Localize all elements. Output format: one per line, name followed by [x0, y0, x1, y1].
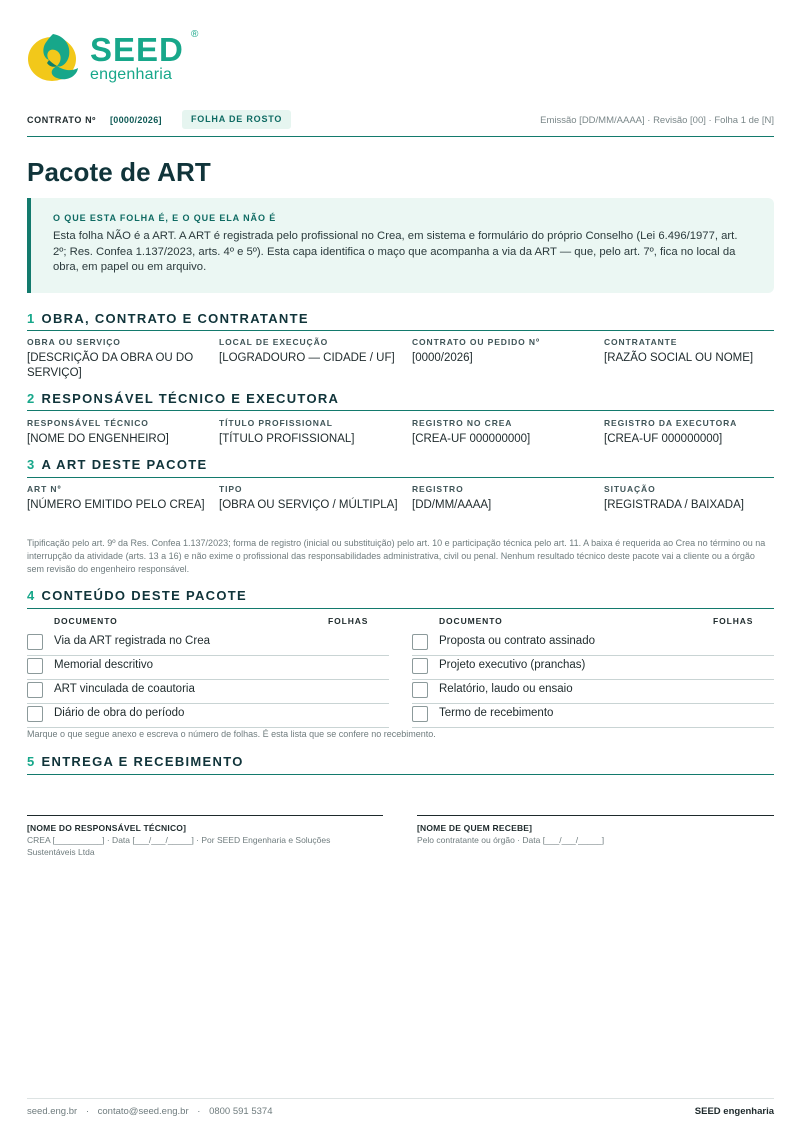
field-value: [OBRA OU SERVIÇO / MÚLTIPLA] [219, 499, 398, 511]
field-value: [NÚMERO EMITIDO PELO CREA] [27, 499, 205, 511]
field-value: [RAZÃO SOCIAL OU NOME] [604, 352, 754, 364]
footer-separator: · [197, 1106, 201, 1117]
checklist-item [27, 704, 389, 728]
checkbox[interactable] [27, 706, 43, 722]
contract-label: CONTRATO Nº [27, 115, 97, 125]
footer-divider [27, 1098, 774, 1099]
field-label: RESPONSÁVEL TÉCNICO [27, 418, 149, 428]
info-callout [27, 198, 774, 293]
seed-leaf-icon [27, 26, 83, 84]
section-divider [27, 330, 774, 331]
signature-sub-right: Pelo contratante ou órgão · Data [___/___/_____] [417, 835, 605, 845]
checklist-item [412, 704, 774, 728]
logo-subtitle: engenharia [90, 66, 173, 83]
footer-contacts [27, 1106, 272, 1117]
checklist-item [27, 656, 389, 680]
field-label: CONTRATANTE [604, 337, 678, 347]
checklist-item-label: Memorial descritivo [54, 659, 154, 671]
checklist-item-label: ART vinculada de coautoria [54, 683, 195, 695]
checklist-item-label: Relatório, laudo ou ensaio [439, 683, 573, 695]
field-registro-executora [604, 418, 784, 447]
checkbox[interactable] [27, 634, 43, 650]
page-title: Pacote de ART [27, 157, 211, 187]
callout-heading: O QUE ESTA FOLHA É, E O QUE ELA NÃO É [53, 213, 277, 223]
field-situacao [604, 484, 784, 513]
section-number: 5 [27, 754, 36, 769]
checklist-item-label: Termo de recebimento [439, 707, 554, 719]
section-title-text: A ART DESTE PACOTE [41, 457, 208, 472]
checklist-item [412, 632, 774, 656]
section-title-text: CONTEÚDO DESTE PACOTE [41, 588, 247, 603]
field-contratante [604, 337, 784, 366]
field-value: [DD/MM/AAAA] [412, 499, 492, 511]
checklist-item-label: Proposta ou contrato assinado [439, 635, 595, 647]
section-number: 1 [27, 311, 36, 326]
field-label: REGISTRO [412, 484, 464, 494]
field-contrato [412, 337, 592, 366]
section-number: 3 [27, 457, 36, 472]
header-divider [27, 136, 774, 137]
section-divider [27, 774, 774, 775]
section-title-text: ENTREGA E RECEBIMENTO [41, 754, 244, 769]
field-label: ART Nº [27, 484, 62, 494]
footer-phone: 0800 591 5374 [209, 1106, 273, 1117]
field-label: LOCAL DE EXECUÇÃO [219, 337, 329, 347]
section-4-title [27, 588, 247, 603]
signature-line-right [417, 815, 774, 816]
footer-website[interactable]: seed.eng.br [27, 1106, 78, 1117]
footer-separator: · [85, 1106, 89, 1117]
field-local [219, 337, 399, 366]
checkbox[interactable] [412, 658, 428, 674]
field-label: REGISTRO NO CREA [412, 418, 513, 428]
section-3-title [27, 457, 207, 472]
section-2-title [27, 391, 339, 406]
field-label: TIPO [219, 484, 243, 494]
field-value: [NOME DO ENGENHEIRO] [27, 433, 169, 445]
checklist-header-document: DOCUMENTO [54, 616, 118, 626]
checklist-item-label: Via da ART registrada no Crea [54, 635, 210, 647]
field-label: REGISTRO DA EXECUTORA [604, 418, 738, 428]
signature-name-right: [NOME DE QUEM RECEBE] [417, 823, 533, 833]
section-divider [27, 410, 774, 411]
section-title-text: OBRA, CONTRATO E CONTRATANTE [41, 311, 309, 326]
section-5-title [27, 754, 244, 769]
section-3-note: Tipificação pelo art. 9º da Res. Confea 1.137/2023; forma de registro (inicial ou substituição) pelo art. 10 e participação técnica pelo art. 11. A baixa é requerida ao Crea no término ou na interrupção da atividade (arts. 13 a 16) e não exime o profissional das responsabilidades administrativa, civil ou penal. Nenhum resultado técnico deste pacote vai a cliente ou a órgão sem revisão do engenheiro responsável. [27, 538, 766, 574]
checklist-header-sheets: FOLHAS [713, 616, 754, 626]
field-registro [412, 484, 592, 513]
issue-meta: Emissão [DD/MM/AAAA] · Revisão [00] · Folha 1 de [N] [540, 115, 774, 126]
contract-number: [0000/2026] [110, 115, 162, 125]
seed-logo [27, 26, 217, 86]
section-title-text: RESPONSÁVEL TÉCNICO E EXECUTORA [41, 391, 340, 406]
field-value: [LOGRADOURO — CIDADE / UF] [219, 352, 395, 364]
section-number: 2 [27, 391, 36, 406]
footer-email[interactable]: contato@seed.eng.br [97, 1106, 189, 1117]
section-divider [27, 608, 774, 609]
checkbox[interactable] [27, 658, 43, 674]
field-responsavel [27, 418, 207, 447]
field-art-numero [27, 484, 207, 513]
section-divider [27, 477, 774, 478]
checklist-header-document: DOCUMENTO [439, 616, 503, 626]
checklist-item [412, 656, 774, 680]
section-4-note: Marque o que segue anexo e escreva o número de folhas. É esta lista que se confere no recebimento. [27, 729, 436, 739]
section-number: 4 [27, 588, 36, 603]
field-value: [CREA-UF 000000000] [412, 433, 531, 445]
signature-line-left [27, 815, 383, 816]
field-label: CONTRATO OU PEDIDO Nº [412, 337, 540, 347]
checklist-item [27, 680, 389, 704]
checkbox[interactable] [27, 682, 43, 698]
field-tipo [219, 484, 399, 513]
field-label: SITUAÇÃO [604, 484, 656, 494]
logo-registered-mark: ® [191, 29, 199, 40]
footer-brand: SEED engenharia [694, 1106, 774, 1117]
field-label: TÍTULO PROFISSIONAL [219, 418, 333, 428]
field-obra [27, 337, 207, 381]
signature-name-left: [NOME DO RESPONSÁVEL TÉCNICO] [27, 823, 187, 833]
checkbox[interactable] [412, 706, 428, 722]
checklist-item [412, 680, 774, 704]
document-page [27, 0, 774, 1132]
checklist-item-label: Diário de obra do período [54, 707, 185, 719]
field-value: [DESCRIÇÃO DA OBRA OU DO SERVIÇO] [27, 352, 194, 379]
field-titulo [219, 418, 399, 447]
sheet-type-badge: FOLHA DE ROSTO [182, 110, 291, 129]
callout-body: Esta folha NÃO é a ART. A ART é registrada pelo profissional no Crea, em sistema e formulário do próprio Conselho (Lei 6.496/1977, art. 2º; Res. Confea 1.137/2023, arts. 4º e 5º). Esta capa identifica o maço que acompanha a via da ART — que, pelo art. 7º, fica no local da obra, em papel ou em arquivo. [53, 230, 738, 273]
section-1-title [27, 311, 309, 326]
document-header [27, 110, 774, 130]
field-value: [CREA-UF 000000000] [604, 433, 723, 445]
field-registro-crea [412, 418, 592, 447]
checkbox[interactable] [412, 682, 428, 698]
signature-sub-left: CREA [__________] · Data [___/___/_____] · Por SEED Engenharia e Soluções Sustentáveis Ltda [27, 835, 331, 857]
field-value: [REGISTRADA / BAIXADA] [604, 499, 744, 511]
checklist-item [27, 632, 389, 656]
checklist-item-label: Projeto executivo (pranchas) [439, 659, 586, 671]
field-label: OBRA OU SERVIÇO [27, 337, 121, 347]
logo-wordmark: SEED [90, 31, 184, 68]
checklist-header-sheets: FOLHAS [328, 616, 369, 626]
checkbox[interactable] [412, 634, 428, 650]
field-value: [0000/2026] [412, 352, 473, 364]
field-value: [TÍTULO PROFISSIONAL] [219, 433, 355, 445]
